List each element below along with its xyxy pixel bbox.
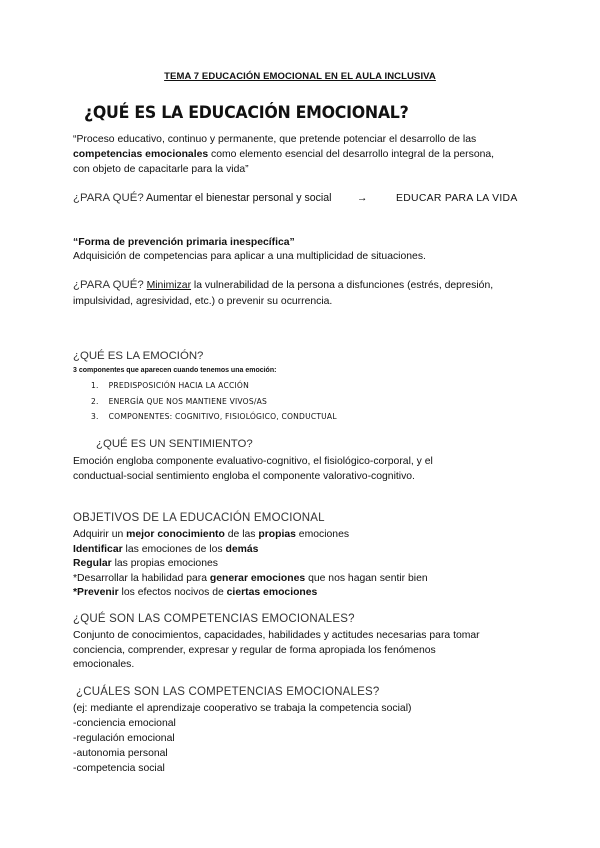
objetivos-line-3 (73, 556, 218, 571)
prevention-text: Adquisición de competencias para aplicar a una multiplicidad de situaciones. (73, 251, 426, 262)
para-que-2-underlined: Minimizar (146, 280, 192, 291)
cuales-heading: ¿CUÁLES SON LAS COMPETENCIAS EMOCIONALES? (76, 686, 380, 698)
objetivos-l5-a: *Prevenir (73, 587, 119, 598)
para-que-2-question: ¿PARA QUÉ? (73, 279, 144, 291)
objetivos-l4-a: *Desarrollar la habilidad para (73, 573, 210, 584)
sentimiento-heading: ¿QUÉ ES UN SENTIMIENTO? (96, 438, 253, 450)
emocion-item-2 (91, 397, 267, 406)
objetivos-l3-a: Regular (73, 558, 112, 569)
definition-line-3: con objeto de capacitarle para la vida” (73, 164, 249, 175)
objetivos-l2-a: Identificar (73, 544, 123, 555)
objetivos-l1-c: de las (224, 529, 259, 540)
objetivos-l4-b: generar emociones (209, 573, 306, 584)
cuales-item-4: -competencia social (73, 763, 165, 774)
objetivos-l3-b: las propias emociones (111, 558, 218, 569)
para-que-1-question: ¿PARA QUÉ? (73, 192, 144, 204)
para-que-2-line-1 (73, 278, 493, 293)
sentimiento-line-2: conductual-social sentimiento engloba el componente valorativo-cognitivo. (73, 471, 415, 482)
cuales-item-2: -regulación emocional (73, 733, 175, 744)
definition-line-2 (73, 147, 494, 162)
emocion-item-2-text: ENERGÍA QUE NOS MANTIENE VIVOS/AS (108, 397, 268, 406)
objetivos-l1-e: emociones (295, 529, 350, 540)
objetivos-heading: OBJETIVOS DE LA EDUCACIÓN EMOCIONAL (73, 512, 325, 524)
competencias-line-2: conciencia, comprender, expresar y regular de forma apropiada los fenómenos (73, 645, 436, 656)
objetivos-line-5 (73, 585, 317, 600)
para-que-2-line-1-rest: la vulnerabilidad de la persona a disfunciones (estrés, depresión, (191, 280, 494, 291)
objetivos-line-1 (73, 527, 349, 542)
emocion-subheading: 3 componentes que aparecen cuando tenemos una emoción: (73, 367, 277, 374)
sentimiento-line-1: Emoción engloba componente evaluativo-cognitivo, el fisiológico-corporal, y el (73, 456, 433, 467)
para-que-1-answer: Aumentar el bienestar personal y social (143, 192, 332, 204)
emocion-item-1-text: PREDISPOSICIÓN HACIA LA ACCIÓN (108, 381, 249, 390)
emocion-item-3-num: 3. (91, 412, 99, 421)
objetivos-l1-a: Adquirir un (73, 529, 127, 540)
objetivos-l1-d: propias (258, 529, 296, 540)
objetivos-l5-c: ciertas emociones (226, 587, 318, 598)
objetivos-line-4 (73, 571, 428, 586)
competencias-heading: ¿QUÉ SON LAS COMPETENCIAS EMOCIONALES? (73, 613, 355, 625)
objetivos-l4-c: que nos hagan sentir bien (305, 573, 428, 584)
objetivos-l2-b: las emociones de los (122, 544, 226, 555)
definition-line-1: “Proceso educativo, continuo y permanente, que pretende potenciar el desarrollo de las (73, 134, 477, 145)
objetivos-line-2 (73, 542, 258, 557)
competencias-line-3: emocionales. (73, 659, 135, 670)
cuales-item-3: -autonomia personal (73, 748, 168, 759)
objetivos-l1-b: mejor conocimiento (126, 529, 225, 540)
para-que-1-result: EDUCAR PARA LA VIDA (396, 193, 518, 204)
emocion-item-3 (91, 412, 337, 421)
emocion-item-1 (91, 381, 249, 390)
arrow-icon: → (357, 193, 368, 204)
main-heading: ¿QUÉ ES LA EDUCACIÓN EMOCIONAL? (84, 103, 409, 123)
emocion-item-3-text: COMPONENTES: COGNITIVO, FISIOLÓGICO, CONDUCTUAL (108, 412, 337, 421)
para-que-1 (73, 191, 332, 206)
competencias-line-1: Conjunto de conocimientos, capacidades, habilidades y actitudes necesarias para tomar (73, 630, 480, 641)
prevention-heading: “Forma de prevención primaria inespecífica” (73, 237, 295, 248)
definition-bold-term: competencias emocionales (73, 149, 209, 160)
emocion-item-2-num: 2. (91, 397, 99, 406)
emocion-heading: ¿QUÉ ES LA EMOCIÓN? (73, 350, 204, 362)
cuales-note: (ej: mediante el aprendizaje cooperativo se trabaja la competencia social) (73, 703, 412, 714)
document-title: TEMA 7 EDUCACIÓN EMOCIONAL EN EL AULA INCLUSIVA (164, 71, 436, 82)
definition-line-2-rest: como elemento esencial del desarrollo integral de la persona, (208, 149, 495, 160)
para-que-2-line-2: impulsividad, agresividad, etc.) o prevenir su ocurrencia. (73, 296, 333, 307)
objetivos-l5-b: los efectos nocivos de (118, 587, 227, 598)
objetivos-l2-c: demás (225, 544, 259, 555)
cuales-item-1: -conciencia emocional (73, 718, 176, 729)
emocion-item-1-num: 1. (91, 381, 99, 390)
